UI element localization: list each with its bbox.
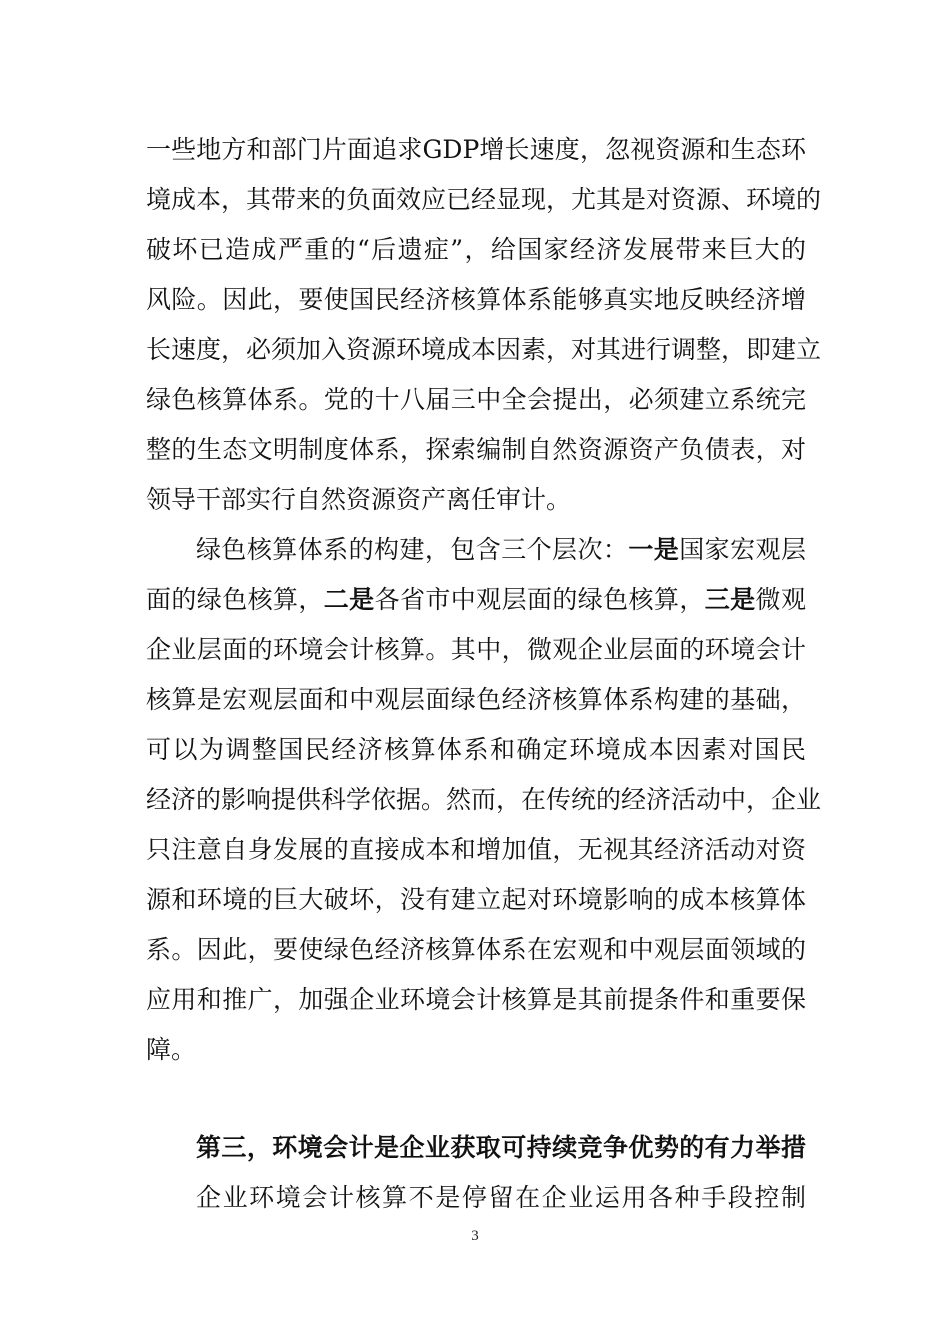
paragraph-line: 风险。因此，要使国民经济核算体系能够真实地反映经济增 (146, 285, 806, 314)
paragraph-line: 境成本，其带来的负面效应已经显现，尤其是对资源、环境的 (146, 185, 822, 214)
paragraph-line: 领导干部实行自然资源资产离任审计。 (146, 485, 572, 514)
paragraph-line: 企业环境会计核算不是停留在企业运用各种手段控制 (196, 1183, 806, 1212)
text-span: 微观 (755, 585, 806, 614)
bold-marker-two: 二是 (323, 585, 375, 614)
paragraph-line: 系。因此，要使绿色经济核算体系在宏观和中观层面领域的 (146, 935, 806, 964)
text-span: 国家宏观层 (679, 535, 806, 564)
paragraph-line: 长速度，必须加入资源环境成本因素，对其进行调整，即建立 (146, 335, 822, 364)
paragraph-line: 核算是宏观层面和中观层面绿色经济核算体系构建的基础， (146, 685, 806, 714)
paragraph-line: 经济的影响提供科学依据。然而，在传统的经济活动中，企业 (146, 785, 822, 814)
paragraph-line: 应用和推广，加强企业环境会计核算是其前提条件和重要保 (146, 985, 806, 1014)
paragraph-line: 只注意自身发展的直接成本和增加值，无视其经济活动对资 (146, 835, 806, 864)
bold-marker-one: 一是 (628, 535, 680, 564)
text-span: 绿色核算体系的构建，包含三个层次： (196, 535, 629, 564)
paragraph-line: 整的生态文明制度体系，探索编制自然资源资产负债表，对 (146, 435, 806, 464)
bold-marker-three: 三是 (704, 585, 756, 614)
paragraph-line: 企业层面的环境会计核算。其中，微观企业层面的环境会计 (146, 635, 806, 664)
section-heading: 第三，环境会计是企业获取可持续竞争优势的有力举措 (196, 1133, 806, 1162)
page-number: 3 (471, 1228, 479, 1244)
text-span: 各省市中观层面的绿色核算， (374, 585, 705, 614)
paragraph-line (196, 535, 806, 565)
paragraph-line: 障。 (146, 1035, 197, 1064)
paragraph-line: 一些地方和部门片面追求GDP增长速度，忽视资源和生态环 (146, 135, 806, 164)
paragraph-line: 源和环境的巨大破坏，没有建立起对环境影响的成本核算体 (146, 885, 806, 914)
paragraph-line (146, 585, 806, 615)
paragraph-line: 可以为调整国民经济核算体系和确定环境成本因素对国民 (146, 735, 806, 764)
paragraph-line: 绿色核算体系。党的十八届三中全会提出，必须建立系统完 (146, 385, 806, 414)
paragraph-line: 破坏已造成严重的“后遗症”，给国家经济发展带来巨大的 (146, 235, 806, 264)
text-span: 面的绿色核算， (146, 585, 324, 614)
